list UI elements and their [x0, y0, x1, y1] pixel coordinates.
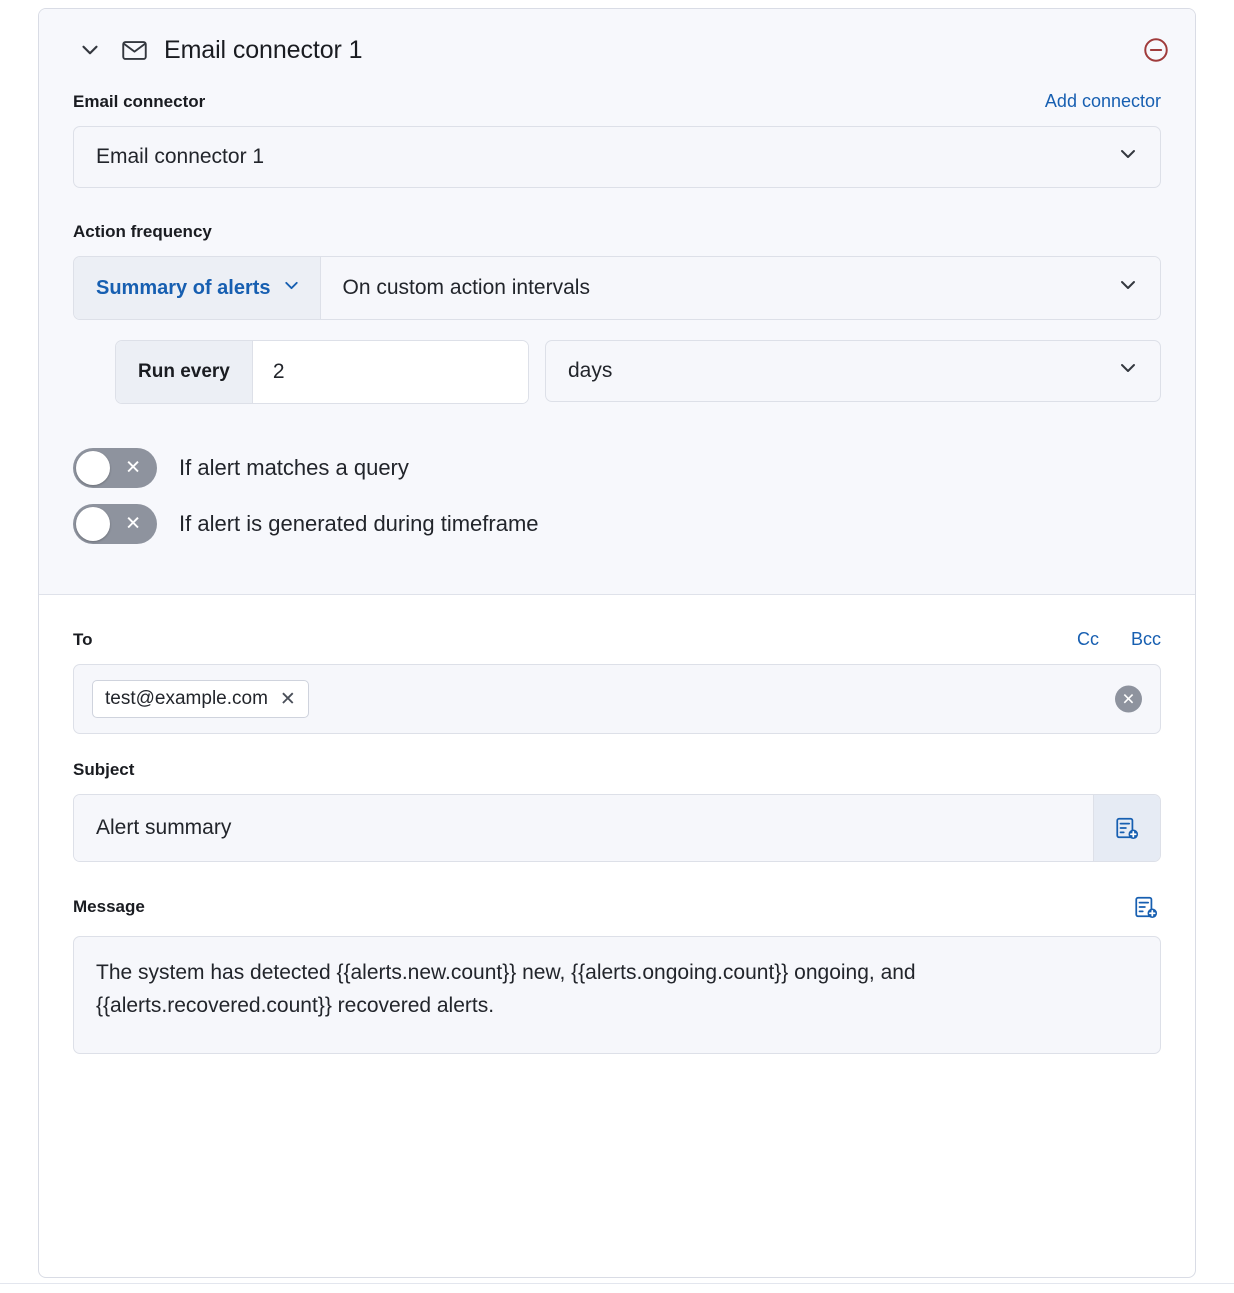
add-variable-icon[interactable]: [1131, 892, 1161, 922]
close-icon: ✕: [125, 513, 141, 535]
connector-field: [39, 91, 1195, 188]
connector-settings-section: [39, 9, 1195, 595]
action-frequency-field: [39, 222, 1195, 404]
cc-link[interactable]: Cc: [1076, 629, 1099, 649]
mail-icon: [121, 37, 148, 64]
action-frequency-row: [73, 256, 1161, 320]
to-label-row: [73, 629, 1161, 650]
connector-select[interactable]: [73, 126, 1161, 188]
toggle-alert-timeframe[interactable]: [73, 504, 157, 544]
message-label: Message: [73, 897, 145, 916]
chevron-down-icon[interactable]: [73, 33, 107, 67]
add-variable-icon[interactable]: [1093, 795, 1160, 861]
email-connector-card: [38, 8, 1196, 1278]
clear-recipients-button[interactable]: ✕: [1115, 686, 1142, 713]
connector-label-row: [73, 91, 1161, 112]
close-icon: ✕: [125, 457, 141, 479]
message-textarea[interactable]: The system has detected {{alerts.new.count}} new, {{alerts.ongoing.count}} ongoing, and {{alerts.recovered.count}} recovered alerts.: [73, 936, 1161, 1054]
run-every-row: [73, 340, 1161, 404]
subject-label: Subject: [73, 760, 135, 779]
run-every-unit-select[interactable]: [545, 340, 1161, 402]
connector-label: Email connector: [73, 92, 206, 111]
conditions-toggles: [39, 448, 1195, 544]
run-every-label: Run every: [116, 341, 253, 403]
to-label: To: [73, 630, 93, 649]
message-label-row: [73, 892, 1161, 922]
card-header: [39, 9, 1195, 91]
action-interval-value: On custom action intervals: [342, 276, 590, 299]
email-fields-section: [39, 595, 1195, 1054]
run-every-input[interactable]: [253, 341, 529, 403]
cc-bcc-links: [1077, 629, 1161, 650]
minus-circle-icon[interactable]: [1139, 33, 1173, 67]
page-divider: [0, 1283, 1234, 1284]
run-every-unit-value: days: [568, 359, 613, 382]
recipient-email: test@example.com: [105, 688, 268, 709]
toggle-knob: [76, 451, 110, 485]
run-every-group: [115, 340, 529, 404]
toggle-row-alert-timeframe: [73, 504, 1161, 544]
toggle-knob: [76, 507, 110, 541]
toggle-alert-matches-query[interactable]: [73, 448, 157, 488]
add-connector-link[interactable]: Add connector: [1044, 91, 1161, 111]
toggle-row-alert-matches-query: [73, 448, 1161, 488]
action-frequency-label-row: [73, 222, 1161, 242]
page-title: Email connector 1: [164, 35, 363, 64]
recipient-pill[interactable]: [92, 680, 309, 718]
summary-of-alerts-dropdown[interactable]: [74, 257, 321, 319]
to-recipients-input[interactable]: [73, 664, 1161, 734]
summary-of-alerts-label: Summary of alerts: [96, 276, 271, 299]
bcc-link[interactable]: Bcc: [1130, 629, 1161, 649]
action-frequency-label: Action frequency: [73, 222, 212, 241]
chevron-down-icon: [1116, 142, 1140, 172]
connector-select-value: Email connector 1: [96, 145, 265, 168]
close-icon[interactable]: ✕: [279, 688, 296, 710]
chevron-down-icon: [1116, 356, 1140, 386]
subject-input[interactable]: [74, 795, 1093, 861]
toggle-label-alert-timeframe: If alert is generated during timeframe: [179, 511, 539, 536]
action-interval-select[interactable]: [321, 257, 1160, 319]
chevron-down-icon: [1116, 273, 1140, 303]
chevron-down-icon: [281, 275, 302, 302]
subject-field: [73, 794, 1161, 862]
toggle-label-alert-matches-query: If alert matches a query: [179, 455, 409, 480]
